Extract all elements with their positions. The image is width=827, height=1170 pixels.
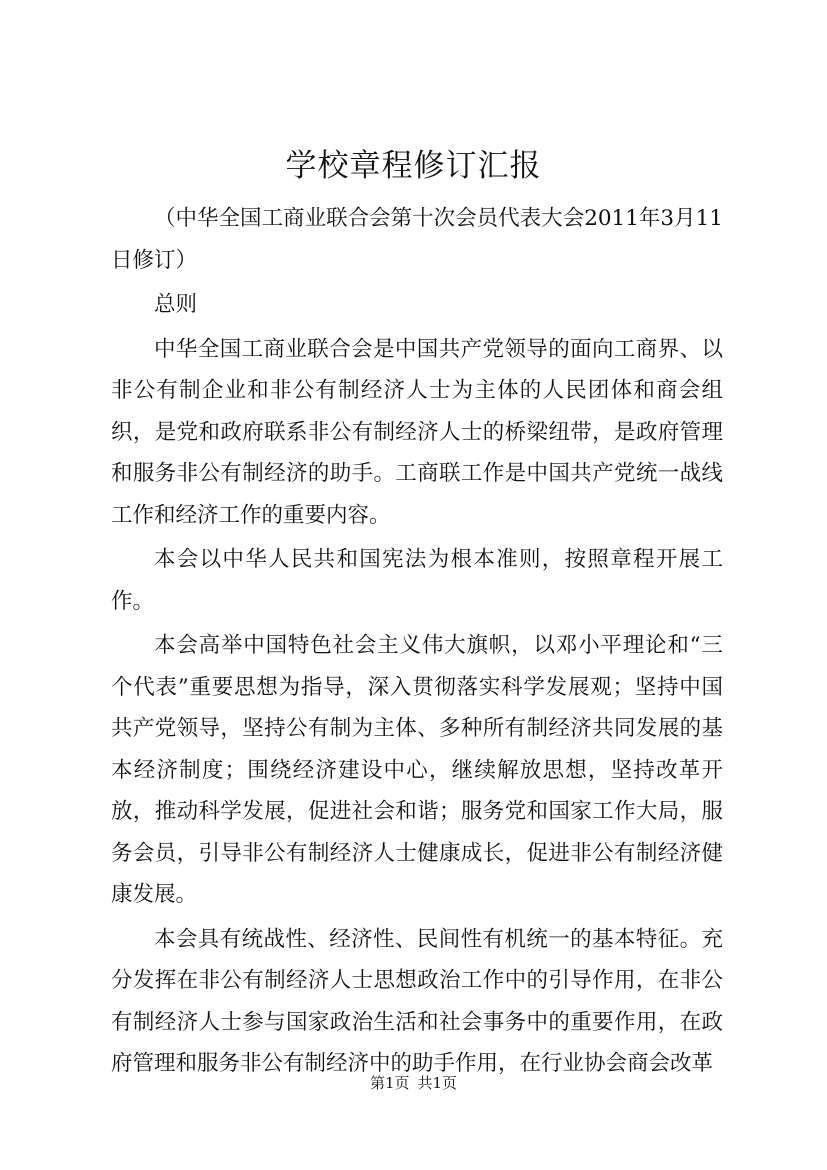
paragraph: 本会以中华人民共和国宪法为根本准则，按照章程开展工作。 — [111, 547, 723, 614]
page-number: 第1页 — [369, 1074, 410, 1092]
paragraph: 本会具有统战性、经济性、民间性有机统一的基本特征。充分发挥在非公有制经济人士思想政治工作中的引导作用，在非公有制经济人士参与国家政治生活和社会事务中的重要作用，在政府管理和服务非公有制经济中的助手作用，在行业协会商会改革 — [111, 926, 723, 1076]
section-heading-general: 总则 — [154, 292, 198, 317]
document-title: 学校章程修订汇报 — [285, 148, 542, 184]
paragraph: 中华全国工商业联合会是中国共产党领导的面向工商界、以非公有制企业和非公有制经济人士为主体的人民团体和商会组织，是党和政府联系非公有制经济人士的桥梁纽带，是政府管理和服务非公有制经济的助手。工商联工作是中国共产党统一战线工作和经济工作的重要内容。 — [111, 336, 723, 528]
page-footer — [0, 1073, 827, 1093]
page-total: 共1页 — [417, 1074, 458, 1092]
paragraph: 本会高举中国特色社会主义伟大旗帜，以邓小平理论和“三个代表”重要思想为指导，深入贯彻落实科学发展观；坚持中国共产党领导，坚持公有制为主体、多种所有制经济共同发展的基本经济制度；围绕经济建设中心，继续解放思想，坚持改革开放，推动科学发展，促进社会和谐；服务党和国家工作大局，服务会员，引导非公有制经济人士健康成长，促进非公有制经济健康发展。 — [111, 633, 723, 907]
revision-note: （中华全国工商业联合会第十次会员代表大会2011年3月11日修订） — [111, 206, 723, 273]
document-body — [111, 198, 723, 1085]
